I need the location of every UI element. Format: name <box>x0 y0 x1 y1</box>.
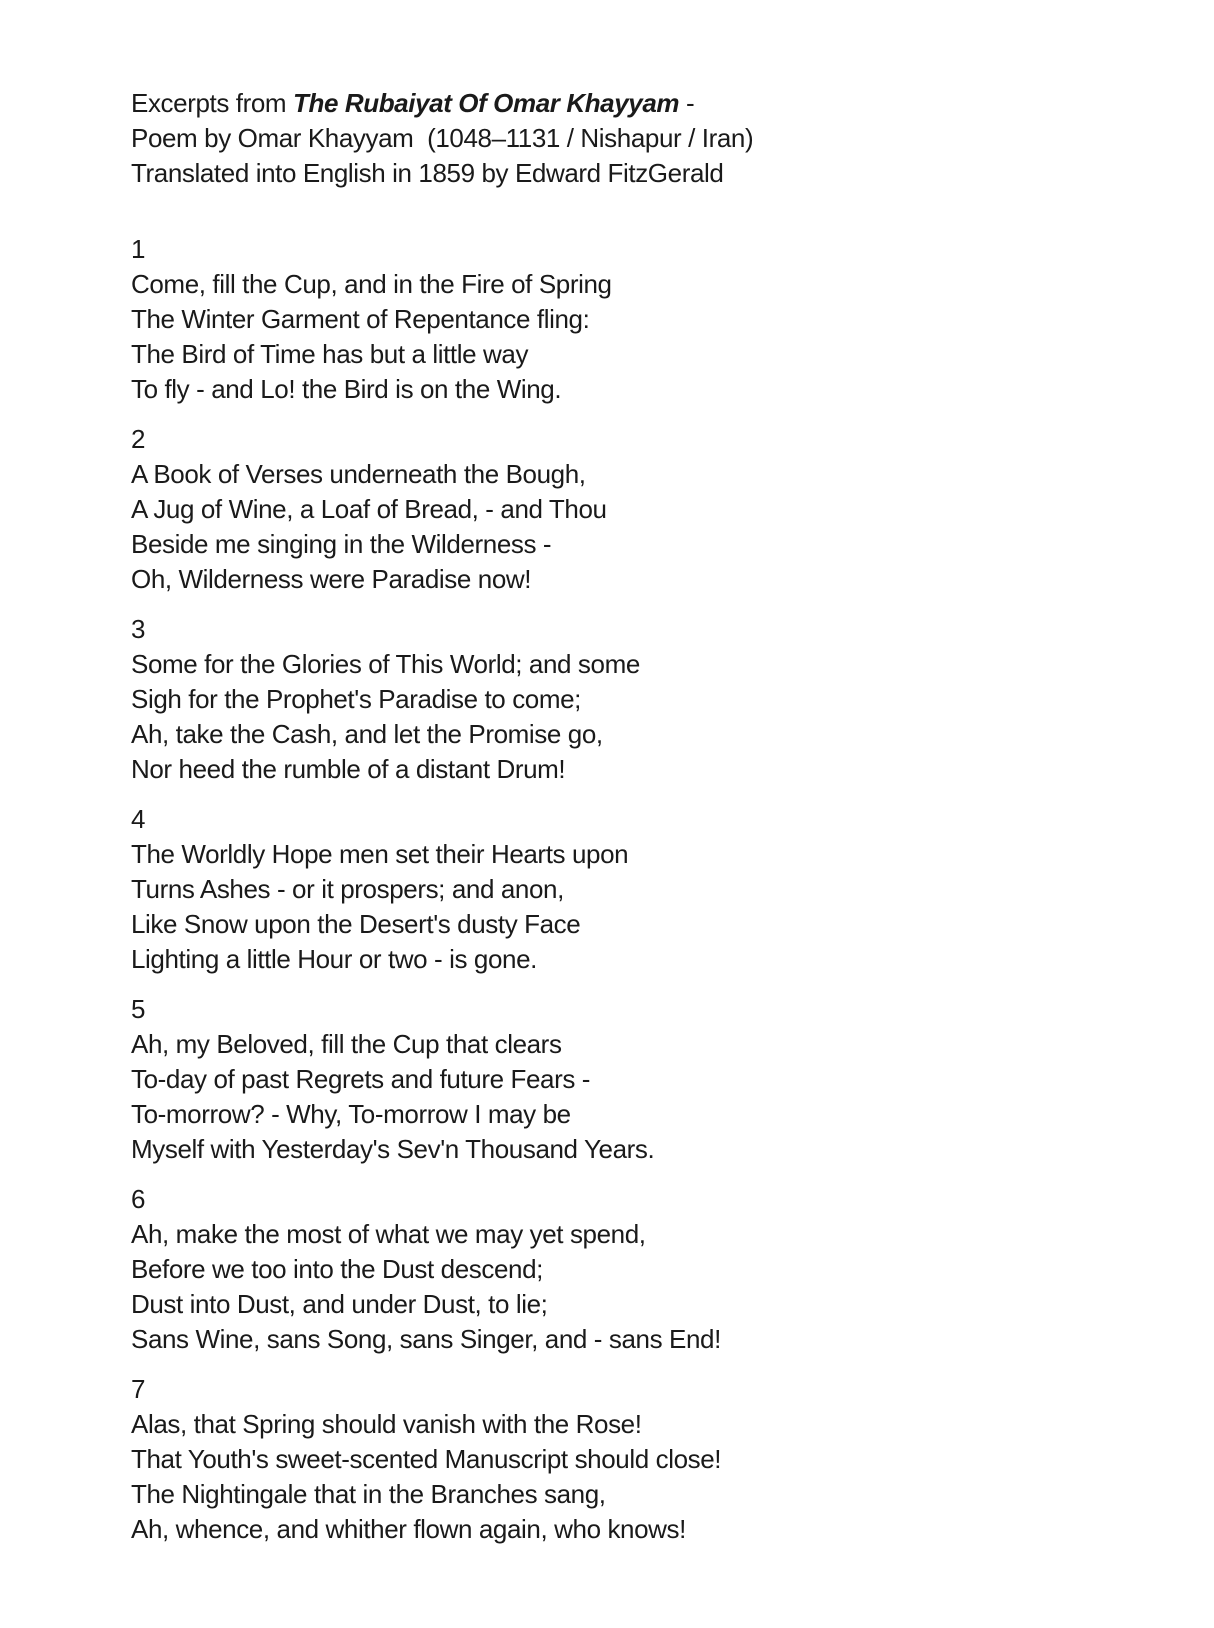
stanza-line: To fly - and Lo! the Bird is on the Wing. <box>131 374 562 404</box>
stanza-line: Some for the Glories of This World; and some <box>131 649 640 679</box>
header-title-prefix: Excerpts from <box>131 88 293 118</box>
stanza-line: Like Snow upon the Desert's dusty Face <box>131 909 581 939</box>
stanza-number: 4 <box>131 804 146 834</box>
stanza-line: Ah, make the most of what we may yet spend, <box>131 1219 646 1249</box>
stanza-line: Alas, that Spring should vanish with the Rose! <box>131 1409 642 1439</box>
stanza-line: To-morrow? - Why, To-morrow I may be <box>131 1099 571 1129</box>
stanza-line: Beside me singing in the Wilderness - <box>131 529 552 559</box>
poem-title: The Rubaiyat Of Omar Khayyam <box>293 88 680 118</box>
stanza-line: Dust into Dust, and under Dust, to lie; <box>131 1289 548 1319</box>
stanza-line: Myself with Yesterday's Sev'n Thousand Years. <box>131 1134 655 1164</box>
stanza-line: Turns Ashes - or it prospers; and anon, <box>131 874 564 904</box>
stanza-line: The Bird of Time has but a little way <box>131 339 529 369</box>
stanza-line: The Worldly Hope men set their Hearts upon <box>131 839 629 869</box>
stanza-line: Nor heed the rumble of a distant Drum! <box>131 754 566 784</box>
stanza <box>131 992 1154 1167</box>
stanza-number: 2 <box>131 424 146 454</box>
stanza-line: A Jug of Wine, a Loaf of Bread, - and Thou <box>131 494 607 524</box>
stanza-line: Ah, my Beloved, fill the Cup that clears <box>131 1029 562 1059</box>
stanza-line: Before we too into the Dust descend; <box>131 1254 543 1284</box>
stanza-line: The Winter Garment of Repentance fling: <box>131 304 590 334</box>
stanza-line: That Youth's sweet-scented Manuscript should close! <box>131 1444 722 1474</box>
stanza-line: Sans Wine, sans Song, sans Singer, and - sans End! <box>131 1324 721 1354</box>
stanza <box>131 1372 1154 1547</box>
stanza-number: 5 <box>131 994 146 1024</box>
stanza <box>131 422 1154 597</box>
stanza-line: A Book of Verses underneath the Bough, <box>131 459 586 489</box>
stanza-line: The Nightingale that in the Branches sang, <box>131 1479 606 1509</box>
document-header <box>131 86 1154 191</box>
stanza <box>131 612 1154 787</box>
header-translator-line: Translated into English in 1859 by Edward FitzGerald <box>131 158 724 188</box>
stanza-line: Ah, whence, and whither flown again, who knows! <box>131 1514 686 1544</box>
header-title-line <box>131 86 1154 121</box>
stanza-line: Ah, take the Cash, and let the Promise go, <box>131 719 603 749</box>
stanza <box>131 1182 1154 1357</box>
stanza-number: 3 <box>131 614 146 644</box>
stanza-number: 1 <box>131 234 146 264</box>
stanza-list <box>131 232 1154 1547</box>
stanza-line: Sigh for the Prophet's Paradise to come; <box>131 684 581 714</box>
stanza-line: Lighting a little Hour or two - is gone. <box>131 944 537 974</box>
stanza-line: Come, fill the Cup, and in the Fire of Spring <box>131 269 612 299</box>
stanza-number: 7 <box>131 1374 146 1404</box>
stanza-line: Oh, Wilderness were Paradise now! <box>131 564 532 594</box>
stanza <box>131 802 1154 977</box>
stanza-number: 6 <box>131 1184 146 1214</box>
stanza-line: To-day of past Regrets and future Fears - <box>131 1064 591 1094</box>
header-title-suffix: - <box>679 88 695 118</box>
stanza <box>131 232 1154 407</box>
header-author-line: Poem by Omar Khayyam (1048–1131 / Nishapur / Iran) <box>131 123 754 153</box>
